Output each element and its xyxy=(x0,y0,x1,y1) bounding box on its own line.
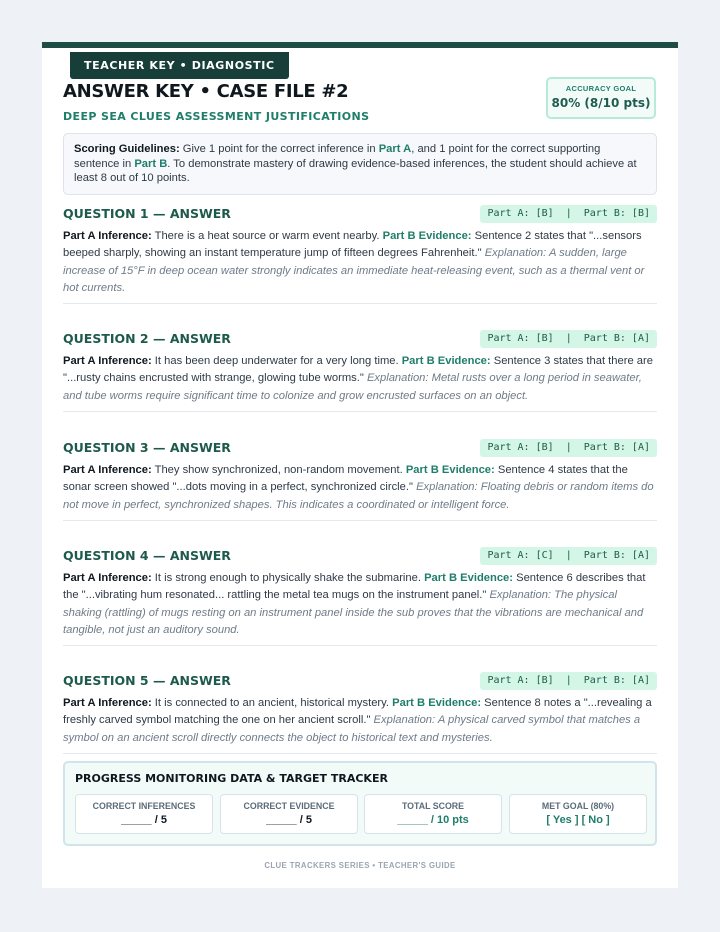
tracker-cell-label: CORRECT INFERENCES xyxy=(92,801,196,811)
question-title: QUESTION 3 — ANSWER xyxy=(63,440,231,455)
inference-text: They show synchronized, non-random movement. xyxy=(151,464,406,476)
evidence-label: Part B Evidence: xyxy=(424,572,514,584)
tracker-title: PROGRESS MONITORING DATA & TARGET TRACKER xyxy=(75,772,388,785)
progress-tracker xyxy=(63,761,657,846)
tracker-cell-met-goal xyxy=(509,794,647,834)
page-title: ANSWER KEY • CASE FILE #2 xyxy=(63,81,349,102)
guidelines-part-a: Part A xyxy=(378,143,412,155)
answer-badge: Part A: [C] | Part B: [A] xyxy=(480,547,657,565)
evidence-text: Sentence 3 states that there are "...rusty chains encrusted with strange, glowing tube worms." xyxy=(63,355,653,385)
question-1 xyxy=(63,205,657,304)
evidence-text: Sentence 8 notes a "...revealing a freshly carved symbol matching the one on her ancient scroll." xyxy=(63,697,652,727)
tracker-cell-correct-evidence xyxy=(220,794,358,834)
answer-badge: Part A: [B] | Part B: [B] xyxy=(480,205,657,223)
question-2 xyxy=(63,330,657,412)
teacher-key-tab: TEACHER KEY • DIAGNOSTIC xyxy=(70,52,289,79)
evidence-text: Sentence 2 states that "...sensors beeped sharply, showing an instant temperature jump of fifteen degrees Fahrenheit." xyxy=(63,230,642,260)
tracker-cell-total-score xyxy=(364,794,502,834)
accuracy-goal-label: ACCURACY GOAL xyxy=(565,84,637,93)
evidence-label: Part B Evidence: xyxy=(401,355,491,367)
accuracy-goal-value: 80% (8/10 pts) xyxy=(551,96,651,110)
tracker-cell-label: TOTAL SCORE xyxy=(401,801,465,811)
answer-badge: Part A: [B] | Part B: [A] xyxy=(480,672,657,690)
explanation-text: Explanation: Metal rusts over a long period in seawater, and tube worms require significant time to colonize and grow encrusted surfaces on an object. xyxy=(63,372,642,402)
answer-key-page xyxy=(42,42,678,888)
question-title: QUESTION 4 — ANSWER xyxy=(63,548,231,563)
tracker-cell-label: CORRECT EVIDENCE xyxy=(243,801,335,811)
accuracy-goal-box xyxy=(546,77,656,119)
guidelines-text-3: . To demonstrate mastery of drawing evidence-based inferences, the student should achieve at least 8 out of 10 points. xyxy=(74,157,637,185)
question-answer-text xyxy=(63,462,657,521)
question-title: QUESTION 1 — ANSWER xyxy=(63,206,231,221)
inference-text: It is strong enough to physically shake the submarine. xyxy=(151,572,425,584)
tracker-cell-value: [ Yes ] [ No ] xyxy=(546,814,610,826)
question-4 xyxy=(63,547,657,646)
inference-label: Part A Inference: xyxy=(63,572,152,584)
tracker-cell-value: _____ / 10 pts xyxy=(397,814,469,826)
inference-label: Part A Inference: xyxy=(63,355,152,367)
question-answer-text xyxy=(63,695,657,754)
tracker-cell-value: _____ / 5 xyxy=(266,814,312,826)
explanation-text: Explanation: A sudden, large increase of 15°F in deep ocean water strongly indicates an immediate heat-releasing event, such as a thermal vent or hot currents. xyxy=(63,247,645,294)
evidence-text: Sentence 4 states that the sonar screen showed "...dots moving in a perfect, synchronized circle." xyxy=(63,464,628,494)
inference-label: Part A Inference: xyxy=(63,697,152,709)
page-footer: CLUE TRACKERS SERIES • TEACHER'S GUIDE xyxy=(264,861,456,870)
tracker-cell-correct-inferences xyxy=(75,794,213,834)
evidence-text: Sentence 6 describes that the "...vibrating hum resonated... rattling the metal tea mugs on the instrument panel." xyxy=(63,572,646,602)
tracker-cell-value: _____ / 5 xyxy=(121,814,167,826)
inference-text: It is connected to an ancient, historical mystery. xyxy=(151,697,393,709)
question-title: QUESTION 5 — ANSWER xyxy=(63,673,231,688)
guidelines-lead: Scoring Guidelines: xyxy=(74,143,180,155)
guidelines-part-b: Part B xyxy=(134,157,168,170)
question-3 xyxy=(63,439,657,521)
explanation-text: Explanation: The physical shaking (rattling) of mugs resting on an instrument panel inside the sub proves that the vibrations are mechanical and tangible, not just an auditory sound. xyxy=(63,589,644,636)
question-title: QUESTION 2 — ANSWER xyxy=(63,331,231,346)
answer-badge: Part A: [B] | Part B: [A] xyxy=(480,439,657,457)
question-5 xyxy=(63,672,657,754)
question-answer-text xyxy=(63,353,657,412)
question-answer-text xyxy=(63,228,657,304)
inference-text: There is a heat source or warm event nearby. xyxy=(151,230,383,242)
page-subtitle: DEEP SEA CLUES ASSESSMENT JUSTIFICATIONS xyxy=(63,110,370,123)
evidence-label: Part B Evidence: xyxy=(382,230,472,242)
inference-text: It has been deep underwater for a very long time. xyxy=(151,355,402,367)
guidelines-text-2: , and 1 point for the correct supporting sentence in xyxy=(74,143,601,170)
inference-label: Part A Inference: xyxy=(63,230,152,242)
explanation-text: Explanation: Floating debris or random items do not move in perfect, synchronized shapes. This indicates a coordinated or intelligent force. xyxy=(63,481,654,511)
tracker-cell-label: MET GOAL (80%) xyxy=(541,801,615,811)
guidelines-text-1: Give 1 point for the correct inference in xyxy=(179,143,379,155)
question-answer-text xyxy=(63,570,657,646)
scoring-guidelines xyxy=(63,133,657,195)
explanation-text: Explanation: A physical carved symbol that matches a symbol on an ancient scroll directly connects the object to historical text and mysteries. xyxy=(63,714,641,744)
evidence-label: Part B Evidence: xyxy=(405,464,495,476)
evidence-label: Part B Evidence: xyxy=(392,697,482,709)
inference-label: Part A Inference: xyxy=(63,464,152,476)
answer-badge: Part A: [B] | Part B: [A] xyxy=(480,330,657,348)
